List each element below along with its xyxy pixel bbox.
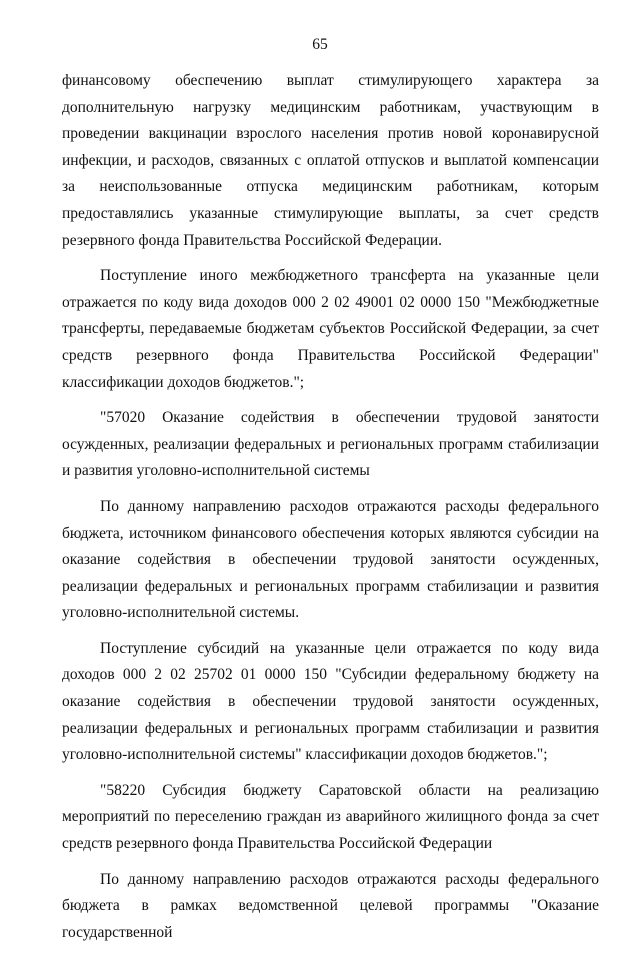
- page-number: 65: [312, 36, 328, 53]
- paragraph-3: "57020 Оказание содействия в обеспечении трудовой занятости осужденных, реализации федеральных и региональных программ стабилизации и развития уголовно-исполнительной системы: [62, 409, 599, 480]
- paragraph-7: По данному направлению расходов отражаются расходы федерального бюджета в рамках ведомственной целевой программы "Оказание государственной: [62, 870, 599, 941]
- paragraph-4: По данному направлению расходов отражаются расходы федерального бюджета, источником финансового обеспечения которых являются субсидии на оказание содействия в обеспечении трудовой занятости осужденных, реализации федеральных и региональных программ стабилизации и развития уголовно-исполнительной системы.: [62, 497, 599, 622]
- paragraph-2: Поступление иного межбюджетного трансферта на указанные цели отражается по коду вида доходов 000 2 02 49001 02 0000 150 "Межбюджетные трансферты, передаваемые бюджетам субъектов Российской Федерации, за счет средств резервного фонда Правительства Российской Федерации" классификации доходов бюджетов.";: [62, 267, 599, 391]
- paragraph-5: Поступление субсидий на указанные цели отражается по коду вида доходов 000 2 02 25702 01 0000 150 "Субсидии федеральному бюджету на оказание содействия в обеспечении трудовой занятости осужденных, реализации федеральных и региональных программ стабилизации и развития уголовно-исполнительной системы" классификации доходов бюджетов.";: [62, 639, 599, 764]
- paragraph-1: финансовому обеспечению выплат стимулирующего характера за дополнительную нагрузку медицинским работникам, участвующим в проведении вакцинации взрослого населения против новой коронавирусной инфекции, и расходов, связанных с оплатой отпусков и выплатой компенсации за неиспользованные отпуска медицинским работникам, которым предоставлялись указанные стимулирующие выплаты, за счет средств резервного фонда Правительства Российской Федерации.: [62, 72, 599, 249]
- document-body: [62, 68, 599, 955]
- paragraph-6: "58220 Субсидия бюджету Саратовской области на реализацию мероприятий по переселению граждан из аварийного жилищного фонда за счет средств резервного фонда Правительства Российской Федерации: [62, 781, 599, 853]
